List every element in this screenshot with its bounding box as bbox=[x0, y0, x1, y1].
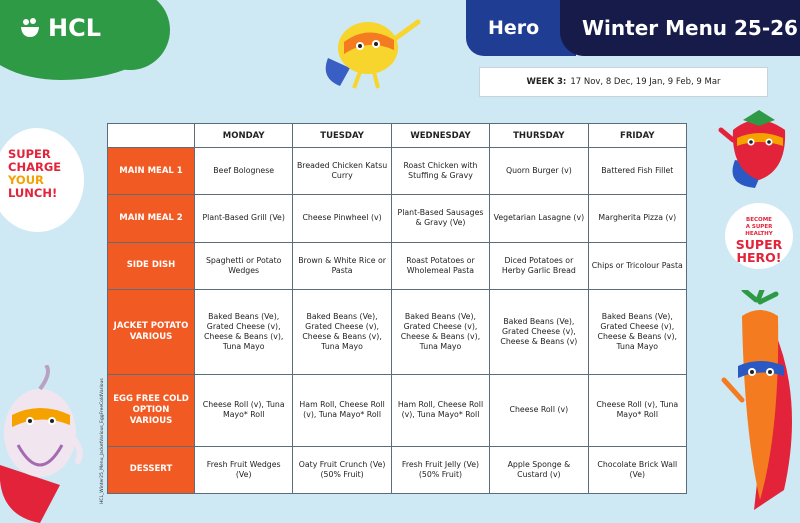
supercharge-callout bbox=[8, 148, 76, 200]
menu-cell: Spaghetti or Potato Wedges bbox=[195, 242, 293, 289]
day-header: FRIDAY bbox=[588, 124, 686, 148]
menu-cell: Cheese Roll (v), Tuna Mayo* Roll bbox=[195, 374, 293, 446]
table-row bbox=[108, 374, 687, 446]
callout-line: SUPER bbox=[8, 147, 51, 161]
menu-cell: Cheese Roll (v) bbox=[490, 374, 588, 446]
callout-line: CHARGE bbox=[8, 160, 62, 174]
menu-cell: Roast Potatoes or Wholemeal Pasta bbox=[391, 242, 489, 289]
menu-cell: Fresh Fruit Wedges (Ve) bbox=[195, 446, 293, 493]
callout-line: BECOME bbox=[746, 217, 772, 223]
week-label: WEEK 3: bbox=[526, 77, 567, 87]
menu-cell: Apple Sponge & Custard (v) bbox=[490, 446, 588, 493]
menu-cell: Cheese Pinwheel (v) bbox=[293, 195, 391, 242]
menu-cell: Battered Fish Fillet bbox=[588, 148, 686, 195]
logo-background-bump bbox=[90, 0, 170, 70]
menu-cell: Oaty Fruit Crunch (Ve) (50% Fruit) bbox=[293, 446, 391, 493]
callout-line: LUNCH! bbox=[8, 186, 58, 200]
super-hero-callout bbox=[725, 203, 793, 269]
table-row bbox=[108, 289, 687, 374]
menu-cell: Baked Beans (Ve), Grated Cheese (v), Cheese & Beans (v), Tuna Mayo bbox=[195, 289, 293, 374]
menu-cell: Baked Beans (Ve), Grated Cheese (v), Cheese & Beans (v), Tuna Mayo bbox=[293, 289, 391, 374]
menu-cell: Plant-Based Sausages & Gravy (Ve) bbox=[391, 195, 489, 242]
row-label: MAIN MEAL 1 bbox=[108, 148, 195, 195]
menu-cell: Roast Chicken with Stuffing & Gravy bbox=[391, 148, 489, 195]
menu-cell: Baked Beans (Ve), Grated Cheese (v), Cheese & Beans (v) bbox=[490, 289, 588, 374]
table-row bbox=[108, 148, 687, 195]
week-dates-box bbox=[479, 67, 768, 97]
row-label: DESSERT bbox=[108, 446, 195, 493]
table-row bbox=[108, 242, 687, 289]
document-code: HCL_Winter25_Menu_JacketVarious_EggFreeColdVarious bbox=[100, 378, 105, 504]
callout-line: HEALTHY bbox=[745, 231, 773, 237]
bowl-logo-icon bbox=[18, 16, 42, 40]
callout-line: SUPER bbox=[735, 237, 783, 252]
callout-line: YOUR bbox=[8, 173, 44, 187]
menu-cell: Ham Roll, Cheese Roll (v), Tuna Mayo* Roll bbox=[293, 374, 391, 446]
hero-tab: Hero bbox=[466, 0, 576, 56]
menu-cell: Chips or Tricolour Pasta bbox=[588, 242, 686, 289]
day-header-row bbox=[108, 124, 687, 148]
table-row bbox=[108, 446, 687, 493]
day-header: WEDNESDAY bbox=[391, 124, 489, 148]
menu-cell: Beef Bolognese bbox=[195, 148, 293, 195]
menu-cell: Baked Beans (Ve), Grated Cheese (v), Cheese & Beans (v), Tuna Mayo bbox=[391, 289, 489, 374]
row-label: EGG FREE COLD OPTION VARIOUS bbox=[108, 374, 195, 446]
weekly-menu-table bbox=[107, 123, 687, 494]
menu-cell: Plant-Based Grill (Ve) bbox=[195, 195, 293, 242]
hcl-logo bbox=[18, 14, 101, 42]
menu-cell: Diced Potatoes or Herby Garlic Bread bbox=[490, 242, 588, 289]
callout-line: HERO! bbox=[736, 250, 782, 265]
menu-cell: Breaded Chicken Katsu Curry bbox=[293, 148, 391, 195]
menu-cell: Vegetarian Lasagne (v) bbox=[490, 195, 588, 242]
onion-superhero-illustration bbox=[0, 365, 90, 523]
day-header: MONDAY bbox=[195, 124, 293, 148]
logo-text: HCL bbox=[48, 14, 101, 42]
menu-cell: Baked Beans (Ve), Grated Cheese (v), Cheese & Beans (v), Tuna Mayo bbox=[588, 289, 686, 374]
menu-cell: Cheese Roll (v), Tuna Mayo* Roll bbox=[588, 374, 686, 446]
menu-cell: Fresh Fruit Jelly (Ve) (50% Fruit) bbox=[391, 446, 489, 493]
day-header: TUESDAY bbox=[293, 124, 391, 148]
row-label: SIDE DISH bbox=[108, 242, 195, 289]
menu-cell: Quorn Burger (v) bbox=[490, 148, 588, 195]
table-corner bbox=[108, 124, 195, 148]
row-label: MAIN MEAL 2 bbox=[108, 195, 195, 242]
callout-line: A SUPER bbox=[745, 224, 773, 230]
strawberry-superhero-illustration bbox=[715, 100, 800, 190]
day-header: THURSDAY bbox=[490, 124, 588, 148]
menu-cell: Brown & White Rice or Pasta bbox=[293, 242, 391, 289]
lemon-superhero-illustration bbox=[310, 8, 430, 92]
carrot-superhero-illustration bbox=[714, 290, 800, 523]
menu-cell: Chocolate Brick Wall (Ve) bbox=[588, 446, 686, 493]
menu-cell: Ham Roll, Cheese Roll (v), Tuna Mayo* Roll bbox=[391, 374, 489, 446]
menu-cell: Margherita Pizza (v) bbox=[588, 195, 686, 242]
menu-title: Winter Menu 25-26 bbox=[560, 0, 800, 56]
week-dates: 17 Nov, 8 Dec, 19 Jan, 9 Feb, 9 Mar bbox=[570, 77, 721, 87]
row-label: JACKET POTATO VARIOUS bbox=[108, 289, 195, 374]
table-row bbox=[108, 195, 687, 242]
